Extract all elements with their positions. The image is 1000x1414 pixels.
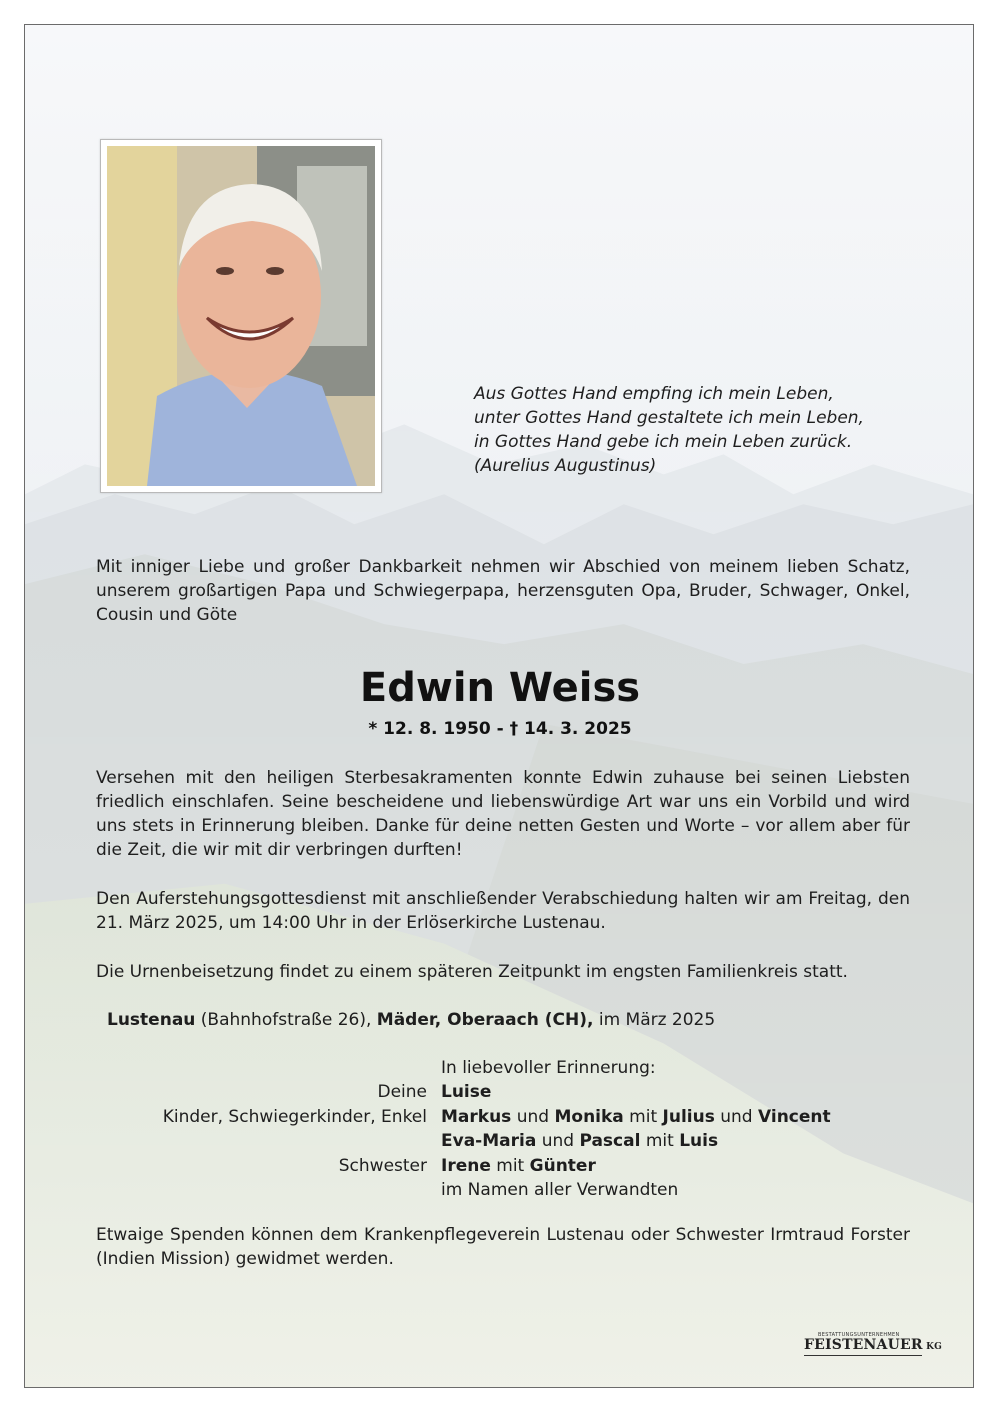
- portrait-frame: [100, 139, 382, 493]
- connector: und: [511, 1106, 555, 1127]
- quote-author: (Aurelius Augustinus): [474, 456, 657, 476]
- paragraph-farewell: Versehen mit den heiligen Sterbesakramenten konnte Edwin zuhause bei seinen Liebsten friedlich einschlafen. Seine bescheidene und liebenswürdige Art war uns ein Vorbild und wird uns stets in Erinnerung bleiben. Danke für deine netten Gesten und Worte – vor allem aber für die Zeit, die wir mit dir verbringen durften!: [96, 768, 910, 860]
- sister-partner-name: Günter: [529, 1155, 596, 1176]
- child-name: Eva-Maria: [441, 1131, 537, 1152]
- connector: mit: [490, 1155, 530, 1176]
- mourners-row-relatives: [25, 1178, 974, 1202]
- intro-text: Mit inniger Liebe und großer Dankbarkeit nehmen wir Abschied von meinem lieben Schatz, unserem großartigen Papa und Schwiegerpapa, herzensguten Opa, Bruder, Schwager, Onkel, Cousin und Göte: [96, 557, 910, 625]
- paragraph-urn: Die Urnenbeisetzung findet zu einem späteren Zeitpunkt im engsten Familienkreis statt.: [96, 962, 848, 982]
- sister-name: Irene: [441, 1155, 491, 1176]
- connector: und: [714, 1106, 759, 1127]
- mourners-row-wife: [25, 1080, 974, 1104]
- child-name: Markus: [441, 1106, 512, 1127]
- grandchild-name: Julius: [662, 1106, 715, 1127]
- connector: und: [536, 1131, 580, 1152]
- logo-name: FEISTENAUER: [804, 1337, 923, 1353]
- child-partner-name: Monika: [554, 1106, 624, 1127]
- grandchild-name: Vincent: [758, 1106, 831, 1127]
- mourners-label-children: Kinder, Schwiegerkinder, Enkel: [162, 1106, 427, 1127]
- logo-tagline: BESTATTUNGSUNTERNEHMEN: [818, 1332, 900, 1338]
- connector: mit: [623, 1106, 663, 1127]
- quote-line-1: Aus Gottes Hand empfing ich mein Leben,: [474, 384, 834, 404]
- mourners-sister: [441, 1154, 596, 1178]
- logo-wordmark: [804, 1337, 942, 1353]
- child-partner-name: Pascal: [579, 1131, 641, 1152]
- place-address-1: (Bahnhofstraße 26),: [195, 1010, 377, 1030]
- mourners-label-sister: Schwester: [338, 1155, 427, 1176]
- mourners-heading: In liebevoller Erinnerung:: [441, 1058, 656, 1078]
- place-and-date: [107, 1008, 715, 1032]
- mourners-row-sister: [25, 1154, 974, 1178]
- paragraph-service: Den Auferstehungsgottesdienst mit anschließender Verabschiedung halten wir am Freitag, den 21. März 2025, um 14:00 Uhr in der Erlöserkirche Lustenau.: [96, 889, 910, 933]
- funeral-home-logo: [804, 1332, 942, 1358]
- place-town-2: Mäder, Oberaach (CH),: [376, 1010, 594, 1030]
- wife-name: Luise: [441, 1082, 492, 1103]
- mourners-wife: [441, 1080, 491, 1104]
- mourners-row-children-1: [25, 1105, 974, 1129]
- deceased-name: Edwin Weiss: [359, 665, 641, 711]
- quote-line-3: in Gottes Hand gebe ich mein Leben zurück.: [474, 432, 853, 452]
- mourners-label-deine: Deine: [377, 1082, 427, 1103]
- quote-line-2: unter Gottes Hand gestaltete ich mein Leben,: [474, 408, 864, 428]
- mourners-children-1: [441, 1105, 831, 1129]
- life-dates: * 12. 8. 1950 - † 14. 3. 2025: [368, 719, 632, 739]
- mourners-row-children-2: [25, 1129, 974, 1153]
- obituary-frame: [24, 24, 974, 1388]
- logo-suffix: KG: [922, 1342, 942, 1352]
- mourners-list: [25, 1056, 974, 1202]
- logo-underline: [804, 1355, 922, 1356]
- portrait-photo: [107, 146, 375, 486]
- donation-note: Etwaige Spenden können dem Krankenpflegeverein Lustenau oder Schwester Irmtraud Forster (Indien Mission) gewidmet werden.: [96, 1225, 910, 1269]
- grandchild-name: Luis: [679, 1131, 719, 1152]
- quote: [474, 382, 924, 478]
- mourners-heading-row: [25, 1056, 974, 1080]
- connector: mit: [640, 1131, 680, 1152]
- place-town-1: Lustenau: [107, 1010, 196, 1030]
- place-date: im März 2025: [593, 1010, 716, 1030]
- mourners-relatives: im Namen aller Verwandten: [441, 1179, 679, 1200]
- mourners-children-2: [441, 1129, 718, 1153]
